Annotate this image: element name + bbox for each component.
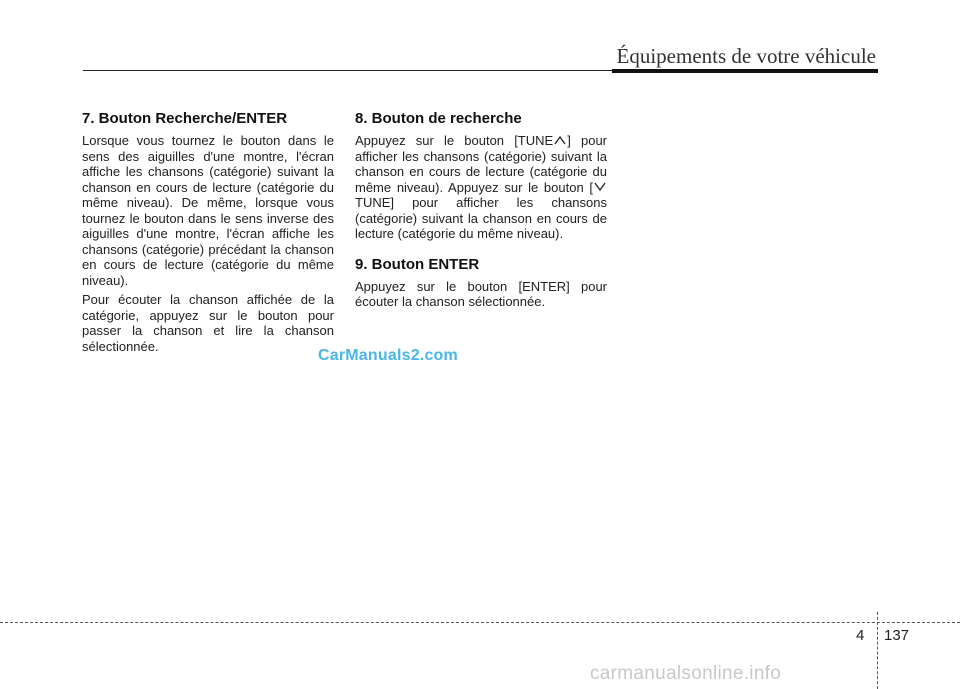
section-7-paragraph-2: Pour écouter la chanson affichée de la catégorie, appuyez sur le bouton pour passer la chanson et lire la chanson sélectionnée. [82,292,334,354]
column-left [82,110,334,358]
section-7-paragraph-1: Lorsque vous tournez le bouton dans le sens des aiguilles d'une montre, l'écran affiche les chansons (catégorie) suivant la chanson en cours de lecture (catégorie du même niveau). De même, lorsque vous tournez le bouton dans le sens inverse des aiguilles d'une montre, l'écran affiche les chansons (catégorie) précédant la chanson en cours de lecture (catégorie du même niveau). [82,133,334,288]
header-rule-accent [612,69,878,73]
footer-vertical-divider [877,612,878,689]
section-9-paragraph: Appuyez sur le bouton [ENTER] pour écouter la chanson sélectionnée. [355,278,607,309]
section-8-text-1: Appuyez sur le bouton [TUNE [355,133,554,148]
section-8-heading: 8. Bouton de recherche [355,110,522,127]
chevron-down-icon [593,182,607,192]
chevron-up-icon [553,135,567,145]
watermark-link[interactable]: CarManuals2.com [318,347,458,364]
footer-source-watermark: carmanualsonline.info [590,663,782,684]
chapter-number: 4 [856,627,865,644]
section-9-heading: 9. Bouton ENTER [355,255,480,273]
footer-divider [0,622,960,623]
section-7-heading: 7. Bouton Recherche/ENTER [82,110,288,127]
column-middle [355,110,607,314]
section-8-paragraph [355,133,607,242]
section-8-text-2: ] pour afficher les chansons (catégorie) suivant la chanson en cours de lecture (catégorie du même niveau). Appuyez sur le bouton [ [355,133,607,195]
section-8-text-3: TUNE] pour afficher les chansons (catégorie) suivant la chanson en cours de lecture (catégorie du même niveau). [355,195,607,241]
page-number: 137 [884,627,910,644]
page-header-title: Équipements de votre véhicule [616,44,876,68]
